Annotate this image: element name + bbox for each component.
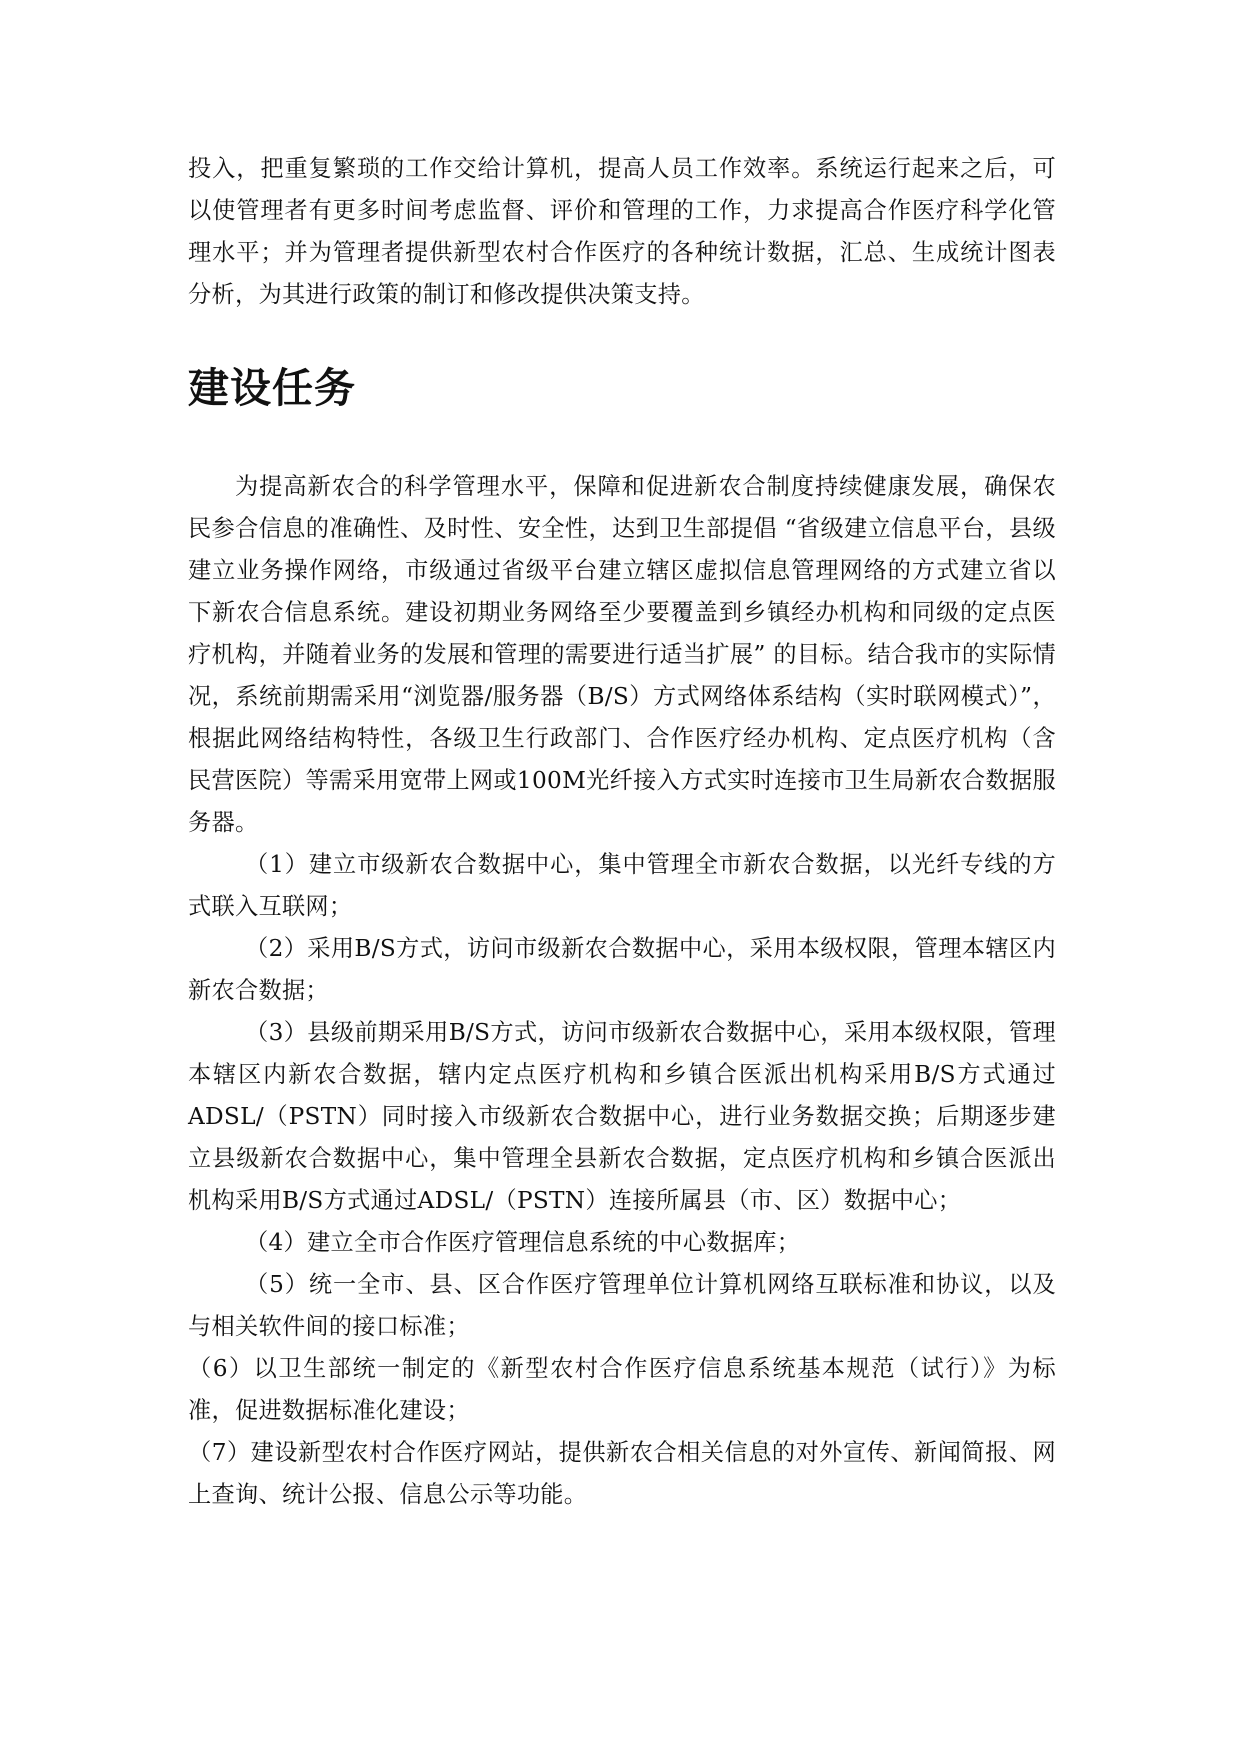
list-item-7: （7）建设新型农村合作医疗网站，提供新农合相关信息的对外宣传、新闻简报、网上查询、统计公报、信息公示等功能。: [188, 1439, 1056, 1508]
section-heading: 建设任务: [188, 364, 356, 412]
list-item-5: （5）统一全市、县、区合作医疗管理单位计算机网络互联标准和协议，以及与相关软件间的接口标准；: [188, 1271, 1056, 1340]
list-item-3: （3）县级前期采用B/S方式，访问市级新农合数据中心，采用本级权限，管理本辖区内新农合数据，辖内定点医疗机构和乡镇合医派出机构采用B/S方式通过ADSL/（PSTN）同时接入市级新农合数据中心，进行业务数据交换；后期逐步建立县级新农合数据中心，集中管理全县新农合数据，定点医疗机构和乡镇合医派出机构采用B/S方式通过ADSL/（PSTN）连接所属县（市、区）数据中心；: [188, 1019, 1056, 1214]
document-body: [188, 148, 1056, 1516]
intro-paragraph: 投入，把重复繁琐的工作交给计算机，提高人员工作效率。系统运行起来之后，可以使管理者有更多时间考虑监督、评价和管理的工作，力求提高合作医疗科学化管理水平；并为管理者提供新型农村合作医疗的各种统计数据，汇总、生成统计图表分析，为其进行政策的制订和修改提供决策支持。: [188, 155, 1056, 308]
list-item-4: （4）建立全市合作医疗管理信息系统的中心数据库；: [245, 1229, 801, 1256]
list-item-6: （6）以卫生部统一制定的《新型农村合作医疗信息系统基本规范（试行）》为标准，促进数据标准化建设；: [188, 1355, 1056, 1424]
list-item-1: （1）建立市级新农合数据中心，集中管理全市新农合数据，以光纤专线的方式联入互联网；: [188, 851, 1056, 920]
main-paragraph: 为提高新农合的科学管理水平，保障和促进新农合制度持续健康发展，确保农民参合信息的准确性、及时性、安全性，达到卫生部提倡 “省级建立信息平台，县级建立业务操作网络，市级通过省级平台建立辖区虚拟信息管理网络的方式建立省以下新农合信息系统。建设初期业务网络至少要覆盖到乡镇经办机构和同级的定点医疗机构，并随着业务的发展和管理的需要进行适当扩展” 的目标。结合我市的实际情况，系统前期需采用“浏览器/服务器（B/S）方式网络体系结构（实时联网模式）”，根据此网络结构特性，各级卫生行政部门、合作医疗经办机构、定点医疗机构（含民营医院）等需采用宽带上网或100M光纤接入方式实时连接市卫生局新农合数据服务器。: [188, 473, 1056, 836]
list-item-2: （2）采用B/S方式，访问市级新农合数据中心，采用本级权限，管理本辖区内新农合数据；: [188, 935, 1056, 1004]
